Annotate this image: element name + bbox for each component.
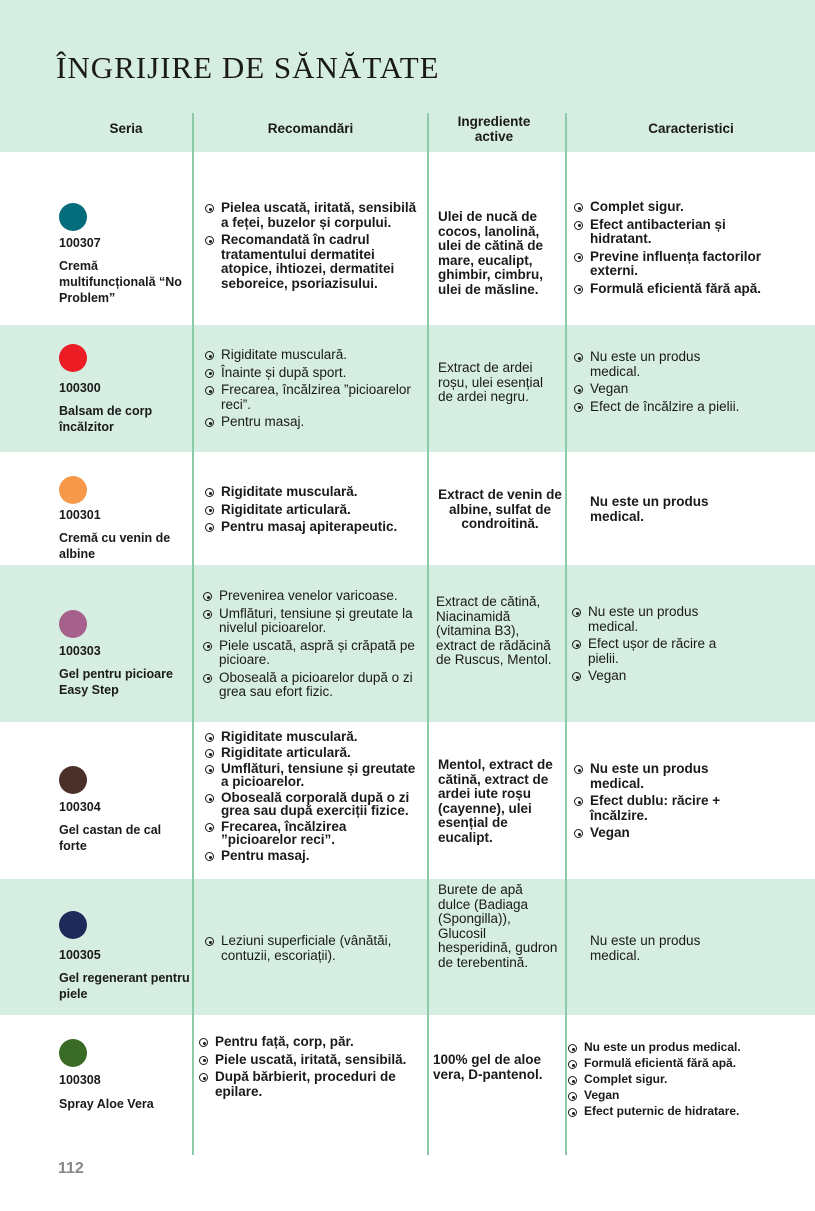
header-series: Seria [109,121,143,136]
color-swatch [59,476,87,504]
list-item: Vegan [567,1089,813,1102]
features-cell [573,200,773,299]
list-item: Efect puternic de hidratare. [567,1105,813,1118]
list-item: Vegan [573,382,743,397]
features-cell [573,350,743,417]
product-name: Spray Aloe Vera [59,1097,154,1111]
product-name: Cremă multifuncțională “No Problem” [59,259,182,305]
list-item: Nu este un produs medical. [567,1041,813,1054]
list-item: Pentru masaj. [204,415,419,430]
features-cell [567,1041,813,1121]
recommendations-cell [198,1035,423,1102]
features-cell: Nu este un produs medical. [590,933,701,963]
list-item: Rigiditate musculară. [204,730,419,743]
ingredients-cell: Burete de apă dulce (Badiaga (Spongilla)), Glucosil hesperidină, gudron de terebentină. [438,882,558,970]
ingredients-cell: Extract de ardei roșu, ulei esențial de ardei negru. [438,360,544,404]
color-swatch [59,1039,87,1067]
product-name: Gel regenerant pentru piele [59,971,190,1001]
column-divider [565,113,567,1155]
color-swatch [59,911,87,939]
product-code: 100300 [59,381,101,395]
list-item: Frecarea, încălzirea ”picioarelor reci”. [204,820,419,846]
features-cell: Nu este un produs medical. [590,494,709,524]
list-item: Umflături, tensiune și greutate la nivelul picioarelor. [202,607,424,636]
recommendations-cell [204,485,424,538]
list-item: Efect de încălzire a pielii. [573,400,743,415]
page-number: 112 [58,1160,84,1177]
product-name: Cremă cu venin de albine [59,531,171,561]
list-item: Efect dublu: răcire + încălzire. [573,794,743,823]
color-swatch [59,766,87,794]
ingredients-cell: 100% gel de aloe vera, D-pantenol. [433,1052,543,1082]
list-item: Pielea uscată, iritată, sensibilă a feței, buzelor și corpului. [204,201,419,230]
color-swatch [59,203,87,231]
header-recommendations: Recomandări [267,121,354,136]
column-divider [427,113,429,1155]
list-item: Rigiditate musculară. [204,485,424,500]
list-item: Previne influența factorilor externi. [573,250,773,279]
list-item: Vegan [573,826,743,841]
list-item: Pentru masaj apiterapeutic. [204,520,424,535]
page-title: ÎNGRIJIRE DE SĂNĂTATE [56,50,440,85]
list-item: Complet sigur. [567,1073,813,1086]
recommendations-cell [204,934,424,966]
ingredients-cell: Extract de cătină, Niacinamidă (vitamina B3), extract de rădăcină de Ruscus, Mentol. [436,594,552,667]
ingredients-cell: Ulei de nucă de cocos, lanolină, ulei de cătină de mare, eucalipt, ghimbir, cimbru, ulei de măsline. [438,209,544,297]
list-item: Rigiditate musculară. [204,348,419,363]
list-item: Formulă eficientă fără apă. [567,1057,813,1070]
recommendations-cell [204,348,419,433]
list-item: Rigiditate articulară. [204,503,424,518]
list-item: Nu este un produs medical. [571,605,741,634]
color-swatch [59,344,87,372]
column-divider [192,113,194,1155]
list-item: După bărbierit, proceduri de epilare. [198,1070,423,1099]
product-code: 100304 [59,800,101,814]
recommendations-cell [204,730,419,865]
product-code: 100305 [59,948,101,962]
list-item: Pentru față, corp, păr. [198,1035,423,1050]
list-item: Nu este un produs medical. [573,350,743,379]
ingredients-cell: Mentol, extract de cătină, extract de ardei iute roșu (cayenne), ulei esențial de eucalipt. [438,757,553,845]
recommendations-cell [202,589,424,703]
list-item: Nu este un produs medical. [573,762,743,791]
product-code: 100303 [59,644,101,658]
list-item: Prevenirea venelor varicoase. [202,589,424,604]
product-name: Gel castan de cal forte [59,823,162,853]
product-code: 100301 [59,508,101,522]
list-item: Oboseală corporală după o zi grea sau după exerciții fizice. [204,791,419,817]
list-item: Oboseală a picioarelor după o zi grea sau efort fizic. [202,671,424,700]
list-item: Piele uscată, aspră și crăpată pe picioare. [202,639,424,668]
list-item: Rigiditate articulară. [204,746,419,759]
list-item: Vegan [571,669,741,684]
list-item: Piele uscată, iritată, sensibilă. [198,1053,423,1068]
product-name: Gel pentru picioare Easy Step [59,667,173,697]
product-code: 100307 [59,236,101,250]
list-item: Efect antibacterian și hidratant. [573,218,773,247]
header-ingredients: Ingrediente active [457,114,531,144]
product-code: 100308 [59,1073,101,1087]
features-cell [571,605,741,687]
list-item: Frecarea, încălzirea ”picioarelor reci”. [204,383,419,412]
product-name: Balsam de corp încălzitor [59,404,153,434]
features-cell [573,762,743,844]
ingredients-cell: Extract de venin de albine, sulfat de condroitină. [438,487,562,531]
list-item: Formulă eficientă fără apă. [573,282,773,297]
list-item: Complet sigur. [573,200,773,215]
color-swatch [59,610,87,638]
list-item: Leziuni superficiale (vânătăi, contuzii, escoriații). [204,934,424,963]
header-features: Caracteristici [648,121,734,136]
list-item: Efect ușor de răcire a pielii. [571,637,741,666]
list-item: Pentru masaj. [204,849,419,862]
list-item: Umflături, tensiune și greutate a picioarelor. [204,762,419,788]
list-item: Înainte și după sport. [204,366,419,381]
list-item: Recomandată în cadrul tratamentului dermatitei atopice, ihtiozei, dermatitei seboreice, psoriazisului. [204,233,419,291]
recommendations-cell [204,201,419,294]
